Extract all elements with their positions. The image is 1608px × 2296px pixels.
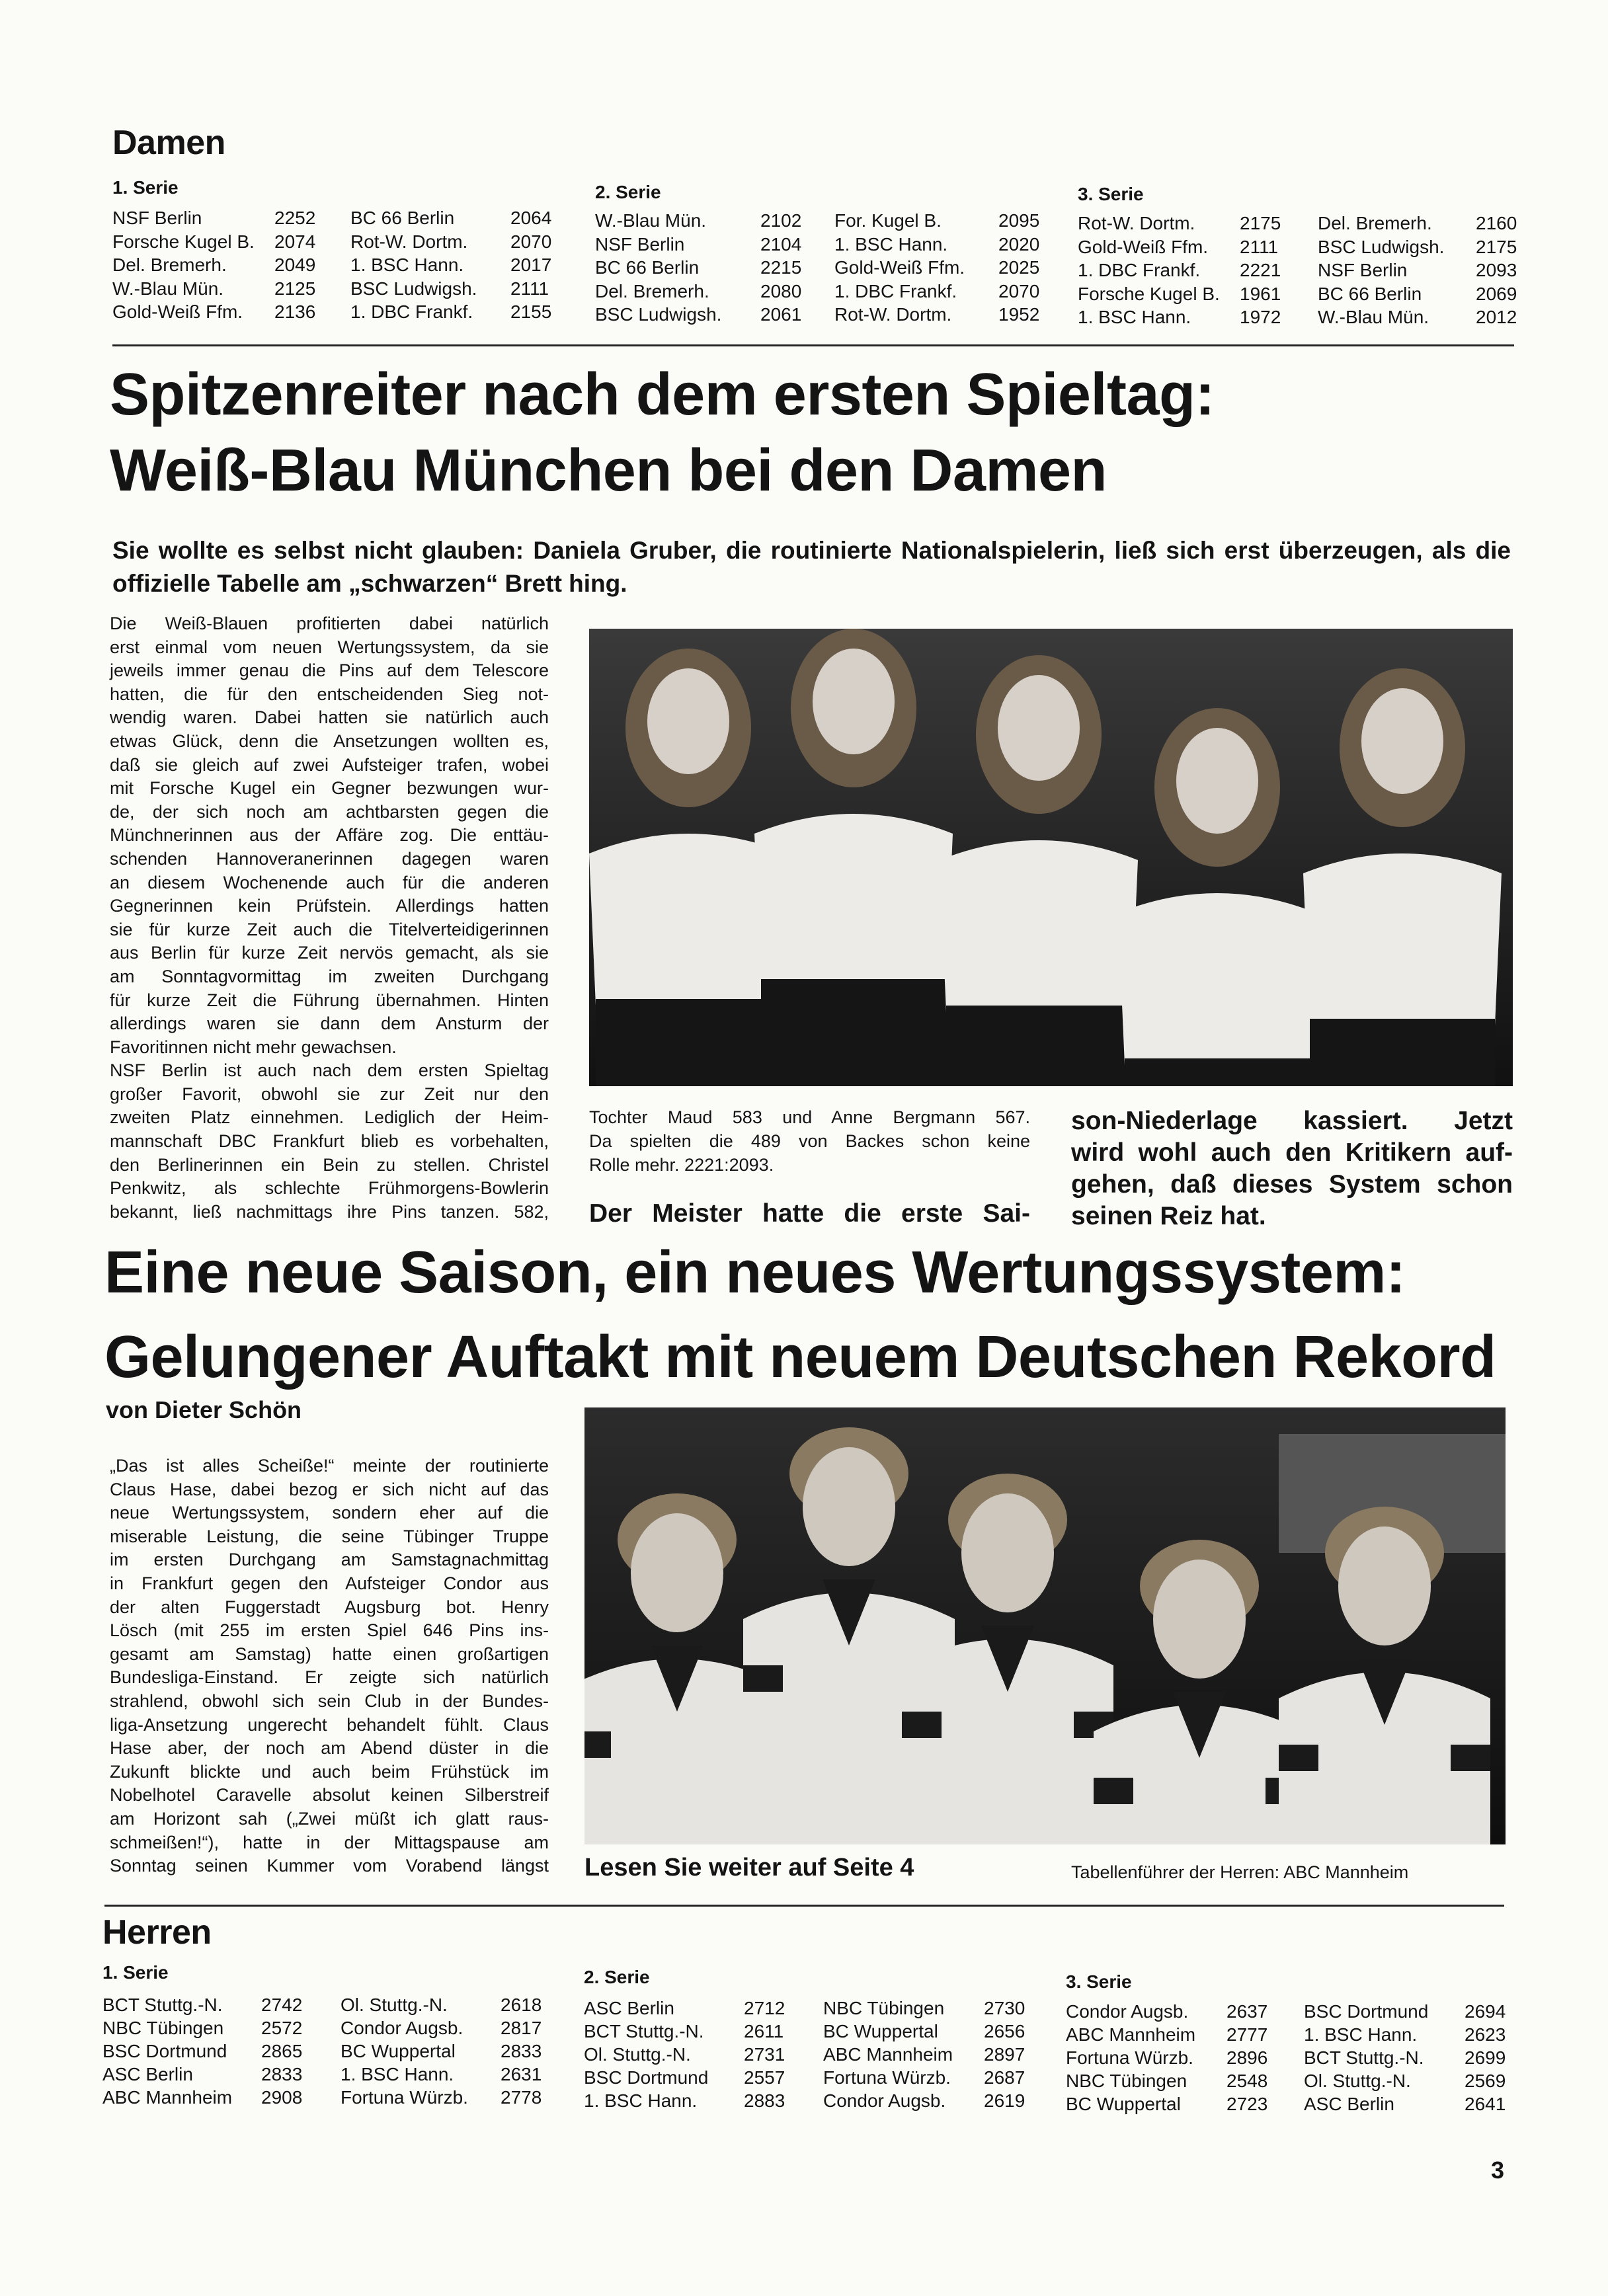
divider-top — [112, 344, 1514, 346]
text-line: allerdings waren sie dann dem Ansturm der — [110, 1013, 549, 1034]
team-home: BC Wuppertal — [1066, 2094, 1181, 2114]
team-away: 1. BSC Hann. — [1304, 2024, 1418, 2045]
team-home: Forsche Kugel B. — [1078, 283, 1220, 304]
score-away: 2897 — [984, 2044, 1025, 2065]
results-row — [0, 2092, 1608, 2116]
sleeve-band — [1094, 1778, 1133, 1804]
score-home: 2074 — [274, 231, 316, 252]
team-home: Del. Bremerh. — [112, 255, 227, 275]
serie-label: 1. Serie — [112, 177, 179, 198]
continue-link[interactable]: Lesen Sie weiter auf Seite 4 — [584, 1854, 914, 1881]
photo-herren-team — [584, 1407, 1506, 1844]
text-line: erst einmal vom neuen Wertungssystem, da sie — [110, 637, 549, 657]
sleeve-band — [743, 1665, 783, 1692]
score-away: 2111 — [510, 278, 549, 299]
article2-body — [110, 1454, 549, 1878]
score-home: 2548 — [1226, 2071, 1268, 2091]
text-line: in Frankfurt gegen den Aufsteiger Condor aus — [110, 1573, 549, 1593]
text-line: daß sie gleich auf zwei Aufsteiger trafen, wobei — [110, 754, 549, 775]
score-home: 2777 — [1226, 2024, 1268, 2045]
results-row — [0, 258, 1608, 282]
score-home: 2215 — [760, 257, 802, 278]
score-home: 2125 — [274, 278, 316, 299]
text-line: Rolle mehr. 2221:2093. — [589, 1155, 774, 1175]
skirt — [1310, 1019, 1495, 1086]
text-line: gesamt am Samstag) hatte einen großartigen — [110, 1643, 549, 1664]
score-away: 2694 — [1465, 2001, 1506, 2022]
text-line: neue Wertungssystem, sondern eher auf die — [110, 1503, 549, 1523]
sleeve-band — [902, 1712, 942, 1738]
score-away: 2730 — [984, 1998, 1025, 2018]
score-away: 2641 — [1465, 2094, 1506, 2114]
team-away: BC 66 Berlin — [350, 208, 455, 228]
text-line: Lösch (mit 255 im ersten Spiel 646 Pins ins- — [110, 1620, 549, 1641]
team-away: Fortuna Würzb. — [341, 2087, 468, 2108]
text-line: für kurze Zeit die Führung übernahmen. Hinten — [110, 990, 549, 1010]
team-away: BCT Stuttg.-N. — [1304, 2047, 1424, 2068]
text-line: am Horizont sah („Zwei müßt ich glatt raus- — [110, 1808, 549, 1829]
score-home: 2731 — [744, 2044, 785, 2065]
score-home: 2104 — [760, 233, 802, 255]
text-line: seinen Reiz hat. — [1071, 1202, 1266, 1230]
score-home: 2908 — [261, 2087, 303, 2108]
score-home: 2896 — [1226, 2047, 1268, 2068]
score-away: 2025 — [998, 257, 1040, 278]
results-row — [0, 212, 1608, 235]
score-home: 2049 — [274, 255, 316, 275]
team-home: Del. Bremerh. — [595, 280, 709, 301]
team-away: Rot-W. Dortm. — [350, 231, 468, 252]
text-line: etwas Glück, denn die Ansetzungen wollten es, — [110, 731, 549, 751]
score-away: 2687 — [984, 2067, 1025, 2088]
sleeve-band — [1279, 1745, 1318, 1771]
text-line: mit Forsche Kugel ein Gegner bezwungen wur- — [110, 778, 549, 799]
score-away: 1952 — [998, 304, 1040, 325]
page-number: 3 — [1491, 2157, 1505, 2184]
team-home: ABC Mannheim — [102, 2087, 233, 2108]
text-line: hatten, die für den entscheidenden Sieg not- — [110, 684, 549, 704]
score-home: 1961 — [1240, 283, 1281, 304]
score-away: 2160 — [1476, 213, 1517, 233]
team-away: Condor Augsb. — [341, 2018, 463, 2038]
results-row — [0, 282, 1608, 306]
score-away: 2155 — [510, 301, 552, 322]
text-line: Penkwitz, als schlechte Frühmorgens-Bowlerin — [110, 1178, 549, 1199]
face — [631, 1513, 723, 1632]
score-home: 2742 — [261, 1995, 303, 2015]
article1-closing-left — [589, 1198, 1030, 1230]
text-line: strahlend, obwohl sich sein Club in der Bundes- — [110, 1690, 549, 1711]
text-line: schenden Hannoveranerinnen dagegen waren — [110, 848, 549, 869]
score-home: 2611 — [744, 2021, 784, 2041]
text-line: de, der sich noch am achtbarsten gegen die — [110, 801, 549, 822]
team-away: 1. BSC Hann. — [350, 255, 464, 275]
team-home: 1. BSC Hann. — [584, 2090, 698, 2111]
text-line: gehen, daß dieses System schon — [1071, 1170, 1513, 1199]
text-line: im ersten Durchgang am Samstagnachmittag — [110, 1550, 549, 1570]
score-away: 2817 — [501, 2018, 542, 2038]
text-line: großer Favorit, obwohl sie zur Zeit nur den — [110, 1084, 549, 1104]
team-away: NSF Berlin — [1318, 260, 1408, 280]
results-row — [0, 305, 1608, 329]
team-home: Gold-Weiß Ffm. — [1078, 236, 1209, 257]
shirt — [940, 840, 1138, 1012]
sleeve-band — [584, 1731, 611, 1758]
team-away: Rot-W. Dortm. — [834, 304, 952, 325]
score-home: 2102 — [760, 210, 802, 231]
text-line: Favoritinnen nicht mehr gewachsen. — [110, 1037, 397, 1057]
team-home: NBC Tübingen — [1066, 2071, 1187, 2091]
score-home: 2833 — [261, 2064, 303, 2084]
serie-label: 2. Serie — [595, 182, 661, 202]
team-away: W.-Blau Mün. — [1318, 307, 1429, 327]
score-away: 2095 — [998, 210, 1040, 231]
team-away: ASC Berlin — [1304, 2094, 1394, 2114]
text-line: bekannt, ließ nachmittags ihre Pins tanzen. 582, — [110, 1201, 549, 1222]
text-line: „Das ist alles Scheiße!“ meinte der routinierte — [110, 1456, 549, 1476]
herren-title: Herren — [102, 1913, 212, 1952]
article2-headline-line2: Gelungener Auftakt mit neuem Deutschen Rekord — [104, 1324, 1496, 1390]
score-home: 2080 — [760, 280, 802, 301]
score-away: 2619 — [984, 2090, 1025, 2111]
divider-bottom — [104, 1905, 1504, 1907]
serie-label: 3. Serie — [1078, 184, 1144, 204]
score-away: 2012 — [1476, 307, 1517, 327]
team-home: W.-Blau Mün. — [112, 278, 224, 299]
sleeve-band — [1451, 1745, 1490, 1771]
team-home: ASC Berlin — [102, 2064, 193, 2084]
text-line: Die Weiß-Blauen profitierten dabei natürlich — [110, 614, 549, 633]
team-home: ASC Berlin — [584, 1998, 674, 2018]
team-away: Del. Bremerh. — [1318, 213, 1432, 233]
article2-headline-line1: Eine neue Saison, ein neues Wertungssystem: — [104, 1240, 1406, 1306]
text-line: Gegnerinnen kein Prüfstein. Allerdings hatten — [110, 896, 549, 916]
serie-label: 1. Serie — [102, 1962, 169, 1983]
results-row — [0, 2069, 1608, 2093]
team-away: BC Wuppertal — [341, 2041, 456, 2061]
text-line: an diesem Wochenende auch für die anderen — [110, 872, 549, 892]
text-line: Claus Hase, dabei bezog er sich nicht auf das — [110, 1479, 549, 1499]
article1-headline-line1: Spitzenreiter nach dem ersten Spieltag: — [110, 362, 1215, 428]
skirt — [1125, 1058, 1310, 1086]
score-away: 2833 — [501, 2041, 542, 2061]
face — [998, 675, 1080, 781]
text-line: jeweils immer genau die Pins auf dem Telescore — [110, 660, 549, 681]
text-line: Zukunft blickte und auch beim Frühstück im — [110, 1761, 549, 1782]
text-line: Der Meister hatte die erste Sai- — [589, 1199, 1030, 1228]
team-away: Fortuna Würzb. — [823, 2067, 951, 2088]
score-away: 2093 — [1476, 260, 1517, 280]
shirt — [1118, 893, 1316, 1065]
team-home: BSC Dortmund — [102, 2041, 227, 2061]
team-home: Ol. Stuttg.-N. — [584, 2044, 691, 2065]
score-home: 2712 — [744, 1998, 785, 2018]
face — [1338, 1526, 1431, 1645]
face — [813, 649, 895, 754]
text-line: Bundesliga-Einstand. Er zeigte sich natürlich — [110, 1667, 549, 1688]
damen-title: Damen — [112, 124, 225, 162]
score-away: 2699 — [1465, 2047, 1506, 2068]
text-line: sie für kurze Zeit auch die Titelverteidigerinnen — [110, 919, 549, 939]
team-home: 1. BSC Hann. — [1078, 307, 1191, 327]
results-row — [0, 2023, 1608, 2047]
team-home: Rot-W. Dortm. — [1078, 213, 1195, 233]
team-away: Ol. Stuttg.-N. — [341, 1995, 448, 2015]
team-away: Ol. Stuttg.-N. — [1304, 2071, 1411, 2091]
article1-photo-caption — [589, 1105, 1030, 1177]
score-away: 2175 — [1476, 236, 1517, 257]
results-row — [0, 2046, 1608, 2070]
text-line: Da spielten die 489 von Backes schon keine — [589, 1131, 1030, 1151]
score-home: 2111 — [1240, 236, 1279, 257]
text-line: Tochter Maud 583 und Anne Bergmann 567. — [589, 1107, 1030, 1127]
team-home: Condor Augsb. — [1066, 2001, 1189, 2022]
team-away: 1. DBC Frankf. — [350, 301, 473, 322]
skirt — [761, 979, 946, 1086]
skirt — [596, 999, 781, 1086]
score-home: 2175 — [1240, 213, 1281, 233]
team-home: NBC Tübingen — [102, 2018, 224, 2038]
face — [1153, 1560, 1246, 1679]
score-away: 2631 — [501, 2064, 542, 2084]
score-away: 2778 — [501, 2087, 542, 2108]
text-line: son-Niederlage kassiert. Jetzt — [1071, 1107, 1513, 1135]
score-home: 2572 — [261, 2018, 303, 2038]
score-away: 2618 — [501, 1995, 542, 2015]
text-line: zweiten Platz einnehmen. Lediglich der Heim- — [110, 1107, 549, 1128]
team-away: For. Kugel B. — [834, 210, 942, 231]
score-home: 2136 — [274, 301, 316, 322]
results-row — [0, 2000, 1608, 2024]
article1-closing-right — [1071, 1105, 1513, 1232]
serie-label: 3. Serie — [1066, 1971, 1132, 1992]
score-home: 2061 — [760, 304, 802, 325]
face — [1176, 728, 1258, 834]
team-away: 1. BSC Hann. — [341, 2064, 454, 2084]
text-line: Sonntag seinen Kummer vom Vorabend längst — [110, 1856, 549, 1876]
team-home: BCT Stuttg.-N. — [584, 2021, 704, 2041]
score-home: 1972 — [1240, 307, 1281, 327]
team-home: BSC Dortmund — [584, 2067, 709, 2088]
score-away: 2070 — [510, 231, 552, 252]
article1-headline-line2: Weiß-Blau München bei den Damen — [110, 438, 1107, 504]
score-home: 2723 — [1226, 2094, 1268, 2114]
team-home: 1. DBC Frankf. — [1078, 260, 1201, 280]
team-home: ABC Mannheim — [1066, 2024, 1196, 2045]
serie-label: 2. Serie — [584, 1967, 650, 1987]
team-away: BC Wuppertal — [823, 2021, 938, 2041]
score-away: 2623 — [1465, 2024, 1506, 2045]
team-home: Fortuna Würzb. — [1066, 2047, 1193, 2068]
team-home: NSF Berlin — [595, 233, 685, 255]
skirt — [946, 1006, 1131, 1086]
team-home: BSC Ludwigsh. — [595, 304, 722, 325]
text-line: Münchnerinnen aus der Affäre zog. Die enttäu- — [110, 825, 549, 846]
text-line: Hase aber, der noch am Abend düster in die — [110, 1738, 549, 1759]
score-away: 2069 — [1476, 283, 1517, 304]
team-away: BC 66 Berlin — [1318, 283, 1422, 304]
text-line: der alten Fuggerstadt Augsburg bot. Henry — [110, 1597, 549, 1617]
team-away: Condor Augsb. — [823, 2090, 946, 2111]
team-away: NBC Tübingen — [823, 1998, 945, 2018]
text-line: Nobelhotel Caravelle absolut keinen Silberstreif — [110, 1785, 549, 1805]
team-away: 1. BSC Hann. — [834, 233, 948, 255]
score-home: 2637 — [1226, 2001, 1268, 2022]
team-home: W.-Blau Mün. — [595, 210, 707, 231]
article2-byline: von Dieter Schön — [106, 1396, 302, 1423]
team-home: NSF Berlin — [112, 208, 202, 228]
article2-photo-caption: Tabellenführer der Herren: ABC Mannheim — [1071, 1862, 1409, 1882]
score-away: 2064 — [510, 208, 552, 228]
text-line: miserable Leistung, die seine Tübinger Truppe — [110, 1526, 549, 1546]
score-away: 2017 — [510, 255, 552, 275]
text-line: liga-Ansetzung ungerecht behandelt fühlt. Claus — [110, 1714, 549, 1735]
team-away: Gold-Weiß Ffm. — [834, 257, 965, 278]
text-line: wendig waren. Dabei hatten sie natürlich auch — [110, 707, 549, 728]
team-away: ABC Mannheim — [823, 2044, 953, 2065]
score-home: 2252 — [274, 208, 316, 228]
face — [803, 1447, 895, 1566]
score-away: 2569 — [1465, 2071, 1506, 2091]
text-line: mannschaft DBC Frankfurt blieb es vorbehalten, — [110, 1131, 549, 1152]
score-away: 2070 — [998, 280, 1040, 301]
team-home: Forsche Kugel B. — [112, 231, 255, 252]
team-away: 1. DBC Frankf. — [834, 280, 957, 301]
text-line: NSF Berlin ist auch nach dem ersten Spieltag — [110, 1060, 549, 1081]
score-home: 2883 — [744, 2090, 785, 2111]
text-line: wird wohl auch den Kritikern auf- — [1071, 1138, 1513, 1167]
team-away: BSC Dortmund — [1304, 2001, 1429, 2022]
score-home: 2557 — [744, 2067, 785, 2088]
score-home: 2221 — [1240, 260, 1281, 280]
score-home: 2865 — [261, 2041, 303, 2061]
shirt — [1303, 853, 1502, 1025]
text-line: aus Berlin für kurze Zeit nervös gemacht, als sie — [110, 943, 549, 963]
score-away: 2656 — [984, 2021, 1025, 2041]
team-away: BSC Ludwigsh. — [1318, 236, 1445, 257]
team-home: BCT Stuttg.-N. — [102, 1995, 223, 2015]
text-line: am Sonntagvormittag im zweiten Durchgang — [110, 966, 549, 986]
photo-damen-team — [589, 629, 1513, 1086]
face — [647, 668, 729, 774]
article1-lead: Sie wollte es selbst nicht glauben: Daniela Gruber, die routinierte Nationalspielerin, ließ sich erst überzeugen, als die offizielle Tabelle am „schwarzen“ Brett hing. — [112, 537, 1511, 597]
results-row — [0, 235, 1608, 259]
text-line: schmeißen!“), hatte in der Mittagspause am — [110, 1832, 549, 1852]
face — [961, 1493, 1054, 1612]
face — [1361, 688, 1443, 794]
article1-body — [110, 612, 549, 1224]
text-line: den Berlinerinnen ein Bein zu stellen. Christel — [110, 1154, 549, 1175]
shirt — [754, 814, 953, 986]
score-away: 2020 — [998, 233, 1040, 255]
team-away: BSC Ludwigsh. — [350, 278, 477, 299]
team-home: Gold-Weiß Ffm. — [112, 301, 243, 322]
team-home: BC 66 Berlin — [595, 257, 700, 278]
